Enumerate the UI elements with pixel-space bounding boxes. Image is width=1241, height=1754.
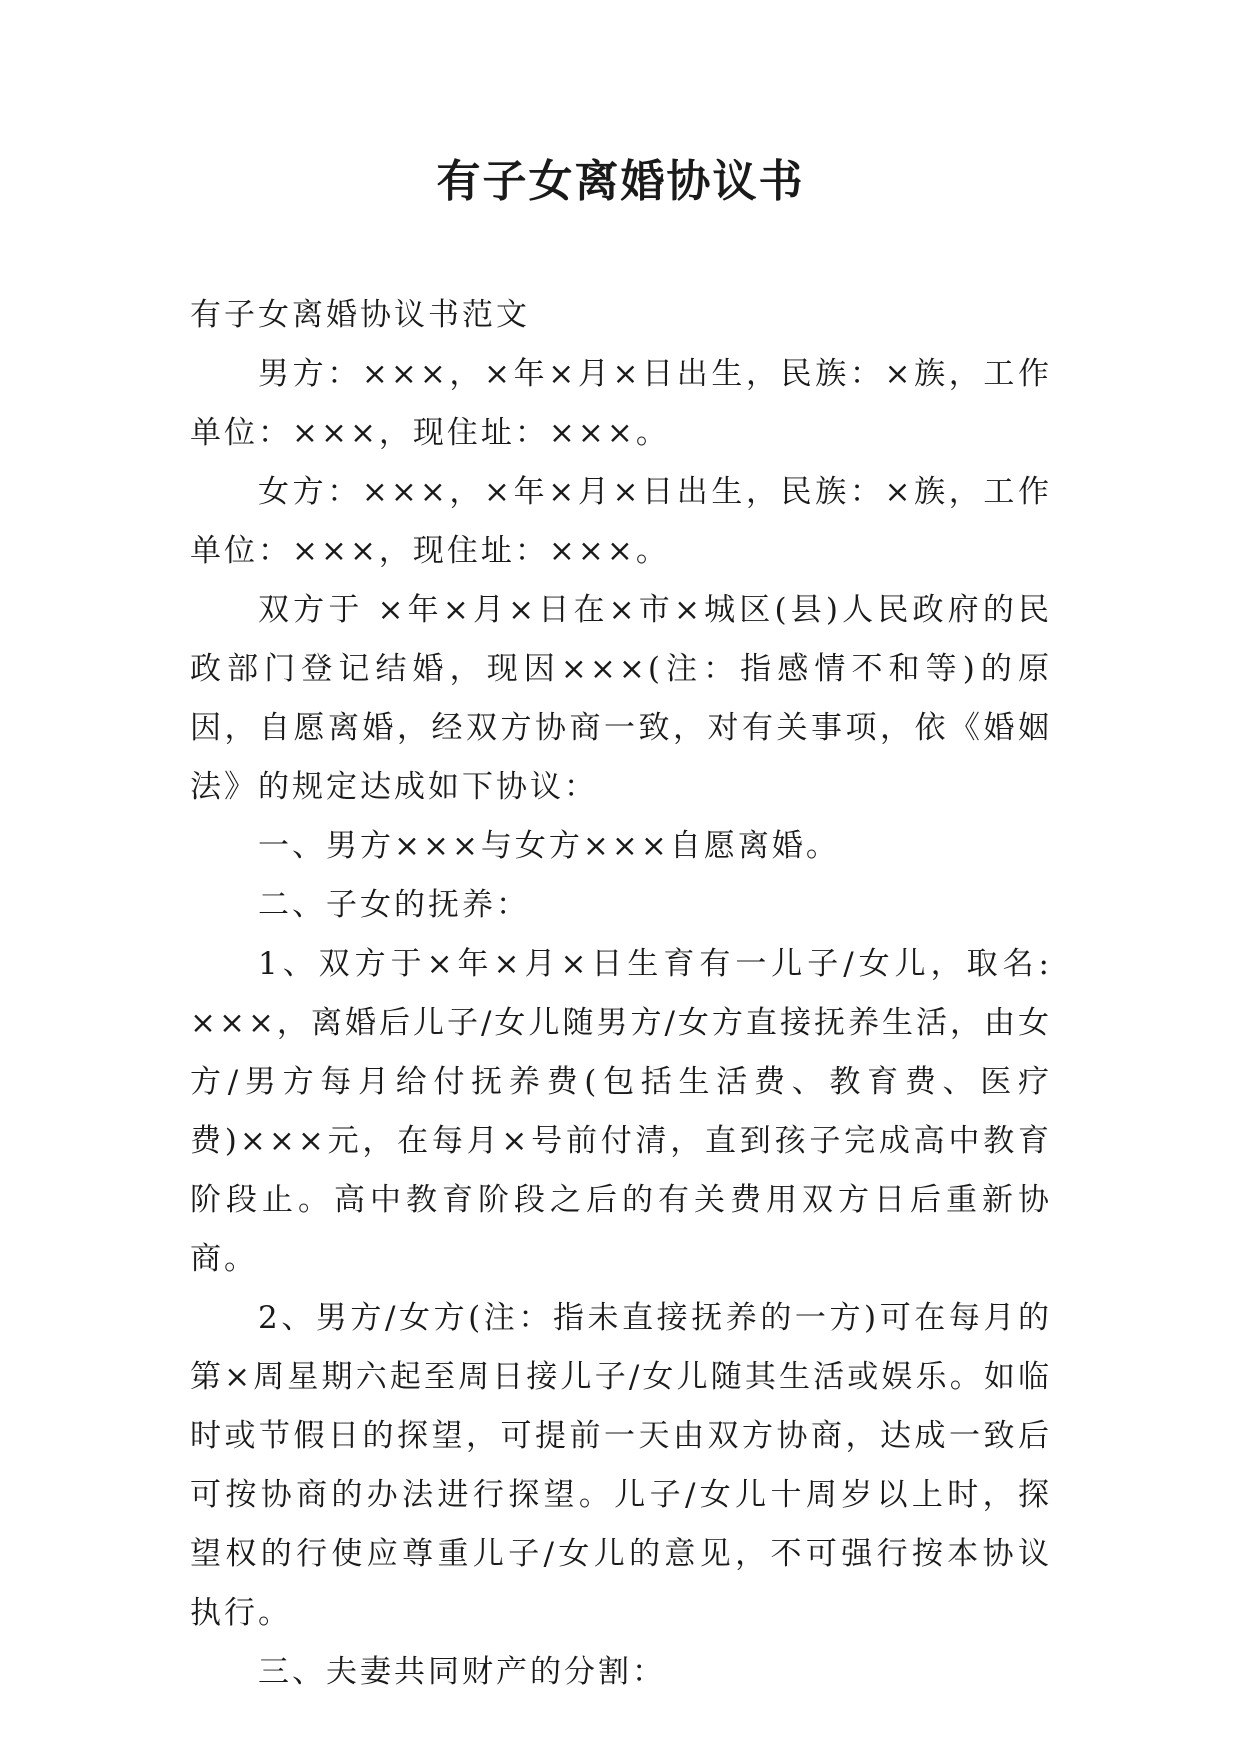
clause-2-item-1-custody: 1、双方于×年×月×日生育有一儿子/女儿，取名: ×××，离婚后儿子/女儿随男方/女方直接抚养生活，由女方/男方每月给付抚养费(包括生活费、教育费、医疗费)×××元，在每月×号前付清，直到孩子完成高中教育阶段止。高中教育阶段之后的有关费用双方日后重新协商。 — [190, 946, 1052, 1277]
document-body — [190, 286, 1052, 1702]
paragraph-female-party: 女方：×××，×年×月×日出生，民族：×族，工作单位：×××，现住址：×××。 — [190, 474, 1052, 569]
paragraph-male-party: 男方：×××，×年×月×日出生，民族：×族，工作单位：×××，现住址：×××。 — [190, 356, 1052, 451]
clause-3-heading: 三、夫妻共同财产的分割： — [258, 1654, 666, 1690]
clause-2-heading: 二、子女的抚养： — [258, 887, 530, 923]
document-title: 有子女离婚协议书 — [436, 156, 805, 207]
clause-1-divorce: 一、男方×××与女方×××自愿离婚。 — [258, 828, 840, 864]
paragraph-marriage-background: 双方于 ×年×月×日在×市×城区(县)人民政府的民政部门登记结婚，现因×××(注：指感情不和等)的原因，自愿离婚，经双方协商一致，对有关事项，依《婚姻法》的规定达成如下协议： — [190, 592, 1052, 805]
document-subtitle: 有子女离婚协议书范文 — [190, 297, 530, 333]
clause-2-item-2-visitation: 2、男方/女方(注：指未直接抚养的一方)可在每月的第×周星期六起至周日接儿子/女儿随其生活或娱乐。如临时或节假日的探望，可提前一天由双方协商，达成一致后可按协商的办法进行探望。儿子/女儿十周岁以上时，探望权的行使应尊重儿子/女儿的意见，不可强行按本协议执行。 — [190, 1300, 1052, 1631]
